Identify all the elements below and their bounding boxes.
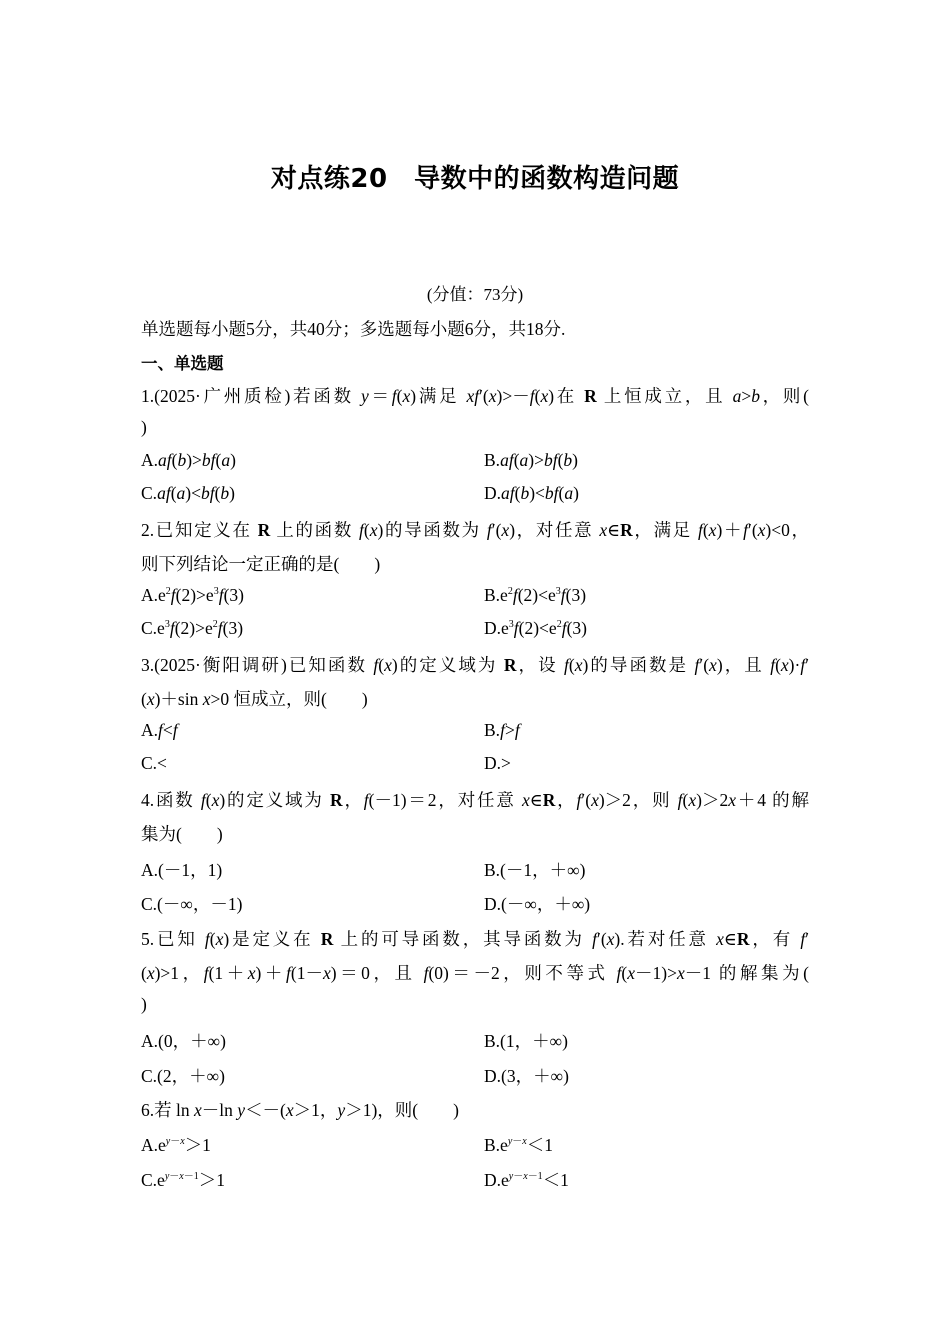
question-4-stem: 4.函数 f(x)的定义域为 R，f(－1)＝2，对任意 x∈R，f′(x)＞2，则 f(x)＞2x＋4 的解 <box>141 790 810 810</box>
q4-option-c: C.(－∞，－1) <box>141 894 243 914</box>
score-info: (分值：73分) <box>426 285 524 304</box>
q1-option-c: C.af(a)<bf(b) <box>141 483 235 503</box>
q5-option-a: A.(0，＋∞) <box>141 1031 226 1051</box>
question-6-stem: 6.若 ln x－ln y＜－(x＞1，y＞1)，则( ) <box>141 1100 459 1120</box>
question-4-stem-cont: 集为( ) <box>141 824 223 844</box>
q5-option-d: D.(3，＋∞) <box>484 1066 569 1086</box>
q4-option-b: B.(－1，＋∞) <box>484 860 586 880</box>
q3-option-b: B.f>f <box>484 720 520 740</box>
q6-option-a: $A.e^{y-x}>1$ <box>141 1135 211 1155</box>
question-5-stem-end: ) <box>141 994 147 1014</box>
section-heading-single-choice: 一、单选题 <box>141 354 224 373</box>
question-1-stem: 1.(2025·广州质检)若函数 y＝f(x)满足 xf′(x)>－f(x)在 R 上恒成立，且 a>b，则( <box>141 386 810 406</box>
q2-option-d: $D.e^3f(2)<e^2f(3)$ <box>484 618 587 638</box>
q2-option-c: $C.e^3f(2)>e^2f(3)$ <box>141 618 244 638</box>
q5-option-c: C.(2，＋∞) <box>141 1066 225 1086</box>
q1-option-d: D.af(b)<bf(a) <box>484 483 579 503</box>
q2-option-b: $B.e^2f(2)<e^3f(3)$ <box>484 585 587 605</box>
intro-text: 单选题每小题5分，共40分；多选题每小题6分，共18分. <box>141 319 566 339</box>
q6-option-c: $C.e^{y-x-1}>1$ <box>141 1170 225 1190</box>
question-5-stem-cont: (x)>1，f(1＋x)＋f(1－x)＝0，且 f(0)＝－2，则不等式 f(x－1)>x－1 的解集为( <box>141 963 810 983</box>
q3-option-a: A.f<f <box>141 720 178 740</box>
question-1-stem-cont: ) <box>141 417 147 437</box>
q1-option-a: A.af(b)>bf(a) <box>141 450 236 470</box>
q6-option-b: $B.e^{y-x}<1$ <box>484 1135 553 1155</box>
q5-option-b: B.(1，＋∞) <box>484 1031 568 1051</box>
page-title: 对点练20 导数中的函数构造问题 <box>270 164 680 194</box>
q2-option-a: $A.e^2f(2)>e^3f(3)$ <box>141 585 244 605</box>
question-2-stem-cont: 则下列结论一定正确的是( ) <box>141 554 381 574</box>
q3-option-d: D.> <box>484 753 511 773</box>
question-5-stem: 5.已知 f(x)是定义在 R 上的可导函数，其导函数为 f′(x).若对任意 x∈R，有 f′ <box>141 929 810 949</box>
question-3-stem-cont: (x)＋sin x>0 恒成立，则( ) <box>141 689 368 709</box>
q3-option-c: C.< <box>141 753 167 773</box>
question-3-stem: 3.(2025·衡阳调研)已知函数 f(x)的定义域为 R，设 f(x)的导函数是 f′(x)，且 f(x)·f′ <box>141 655 810 675</box>
q6-option-d: $D.e^{y-x-1}<1$ <box>484 1170 569 1190</box>
q4-option-a: A.(－1，1) <box>141 860 223 880</box>
q4-option-d: D.(－∞，＋∞) <box>484 894 591 914</box>
question-2-stem: 2.已知定义在 R 上的函数 f(x)的导函数为 f′(x)，对任意 x∈R，满足 f(x)＋f′(x)<0， <box>141 520 810 540</box>
q1-option-b: B.af(a)>bf(b) <box>484 450 578 470</box>
